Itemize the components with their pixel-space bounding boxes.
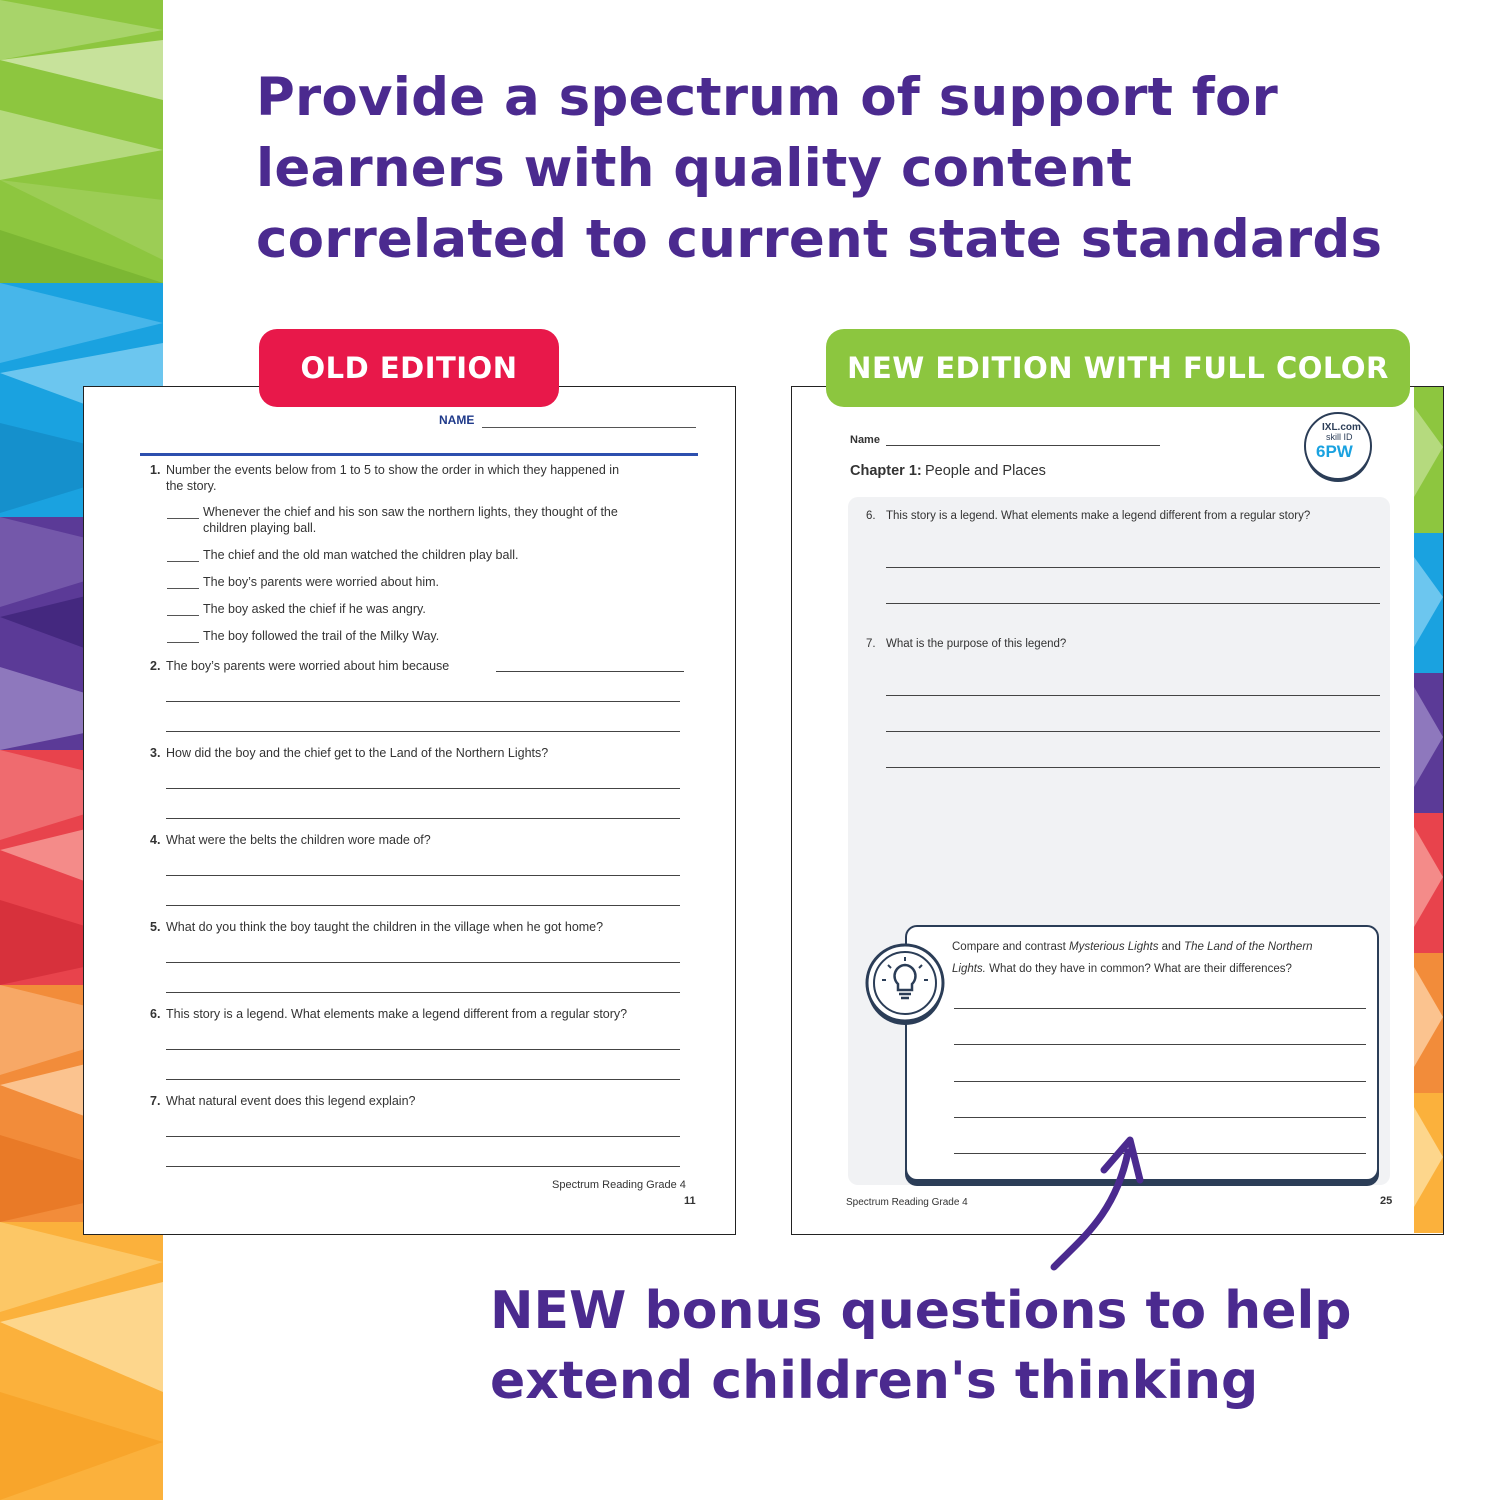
blank-line — [167, 518, 199, 519]
answer-line — [886, 567, 1380, 568]
q1-item: The boy asked the chief if he was angry. — [203, 602, 426, 616]
q1-text-cont: the story. — [166, 479, 217, 493]
chapter-label: Chapter 1: — [850, 463, 922, 479]
answer-line — [954, 1081, 1366, 1082]
yellow-band — [0, 1222, 163, 1500]
q1-text: Number the events below from 1 to 5 to show the order in which they happened in — [166, 463, 620, 477]
bonus-question-text — [952, 936, 1362, 980]
q1-number: 1. — [150, 463, 161, 477]
answer-line — [886, 603, 1380, 604]
ixl-skill-label: skill ID — [1326, 432, 1353, 442]
answer-line — [886, 695, 1380, 696]
bonus-text-part: What do they have in common? What are their differences? — [985, 963, 1292, 975]
bonus-text-part: Compare and contrast — [952, 941, 1069, 953]
header-rule — [140, 453, 698, 456]
q1-item: The chief and the old man watched the children play ball. — [203, 548, 519, 562]
page-footer: Spectrum Reading Grade 4 — [552, 1179, 686, 1191]
name-line — [886, 445, 1160, 446]
q7-number: 7. — [150, 1094, 161, 1108]
q6-number: 6. — [150, 1007, 161, 1021]
q7-text: What is the purpose of this legend? — [886, 638, 1067, 650]
lightbulb-icon — [864, 943, 946, 1025]
q1-item-cont: children playing ball. — [203, 521, 317, 535]
answer-line — [166, 962, 680, 963]
bonus-headline-line-1: NEW bonus questions to help — [490, 1281, 1352, 1341]
q2-text: The boy’s parents were worried about him because — [166, 659, 450, 673]
name-label: NAME — [439, 413, 475, 427]
answer-line — [166, 905, 680, 906]
q5-number: 5. — [150, 920, 161, 934]
bonus-title-2: The Land of the Northern — [1184, 941, 1313, 953]
green-band — [0, 0, 163, 283]
name-line — [482, 427, 696, 428]
q5-text: What do you think the boy taught the children in the village when he got home? — [166, 920, 604, 934]
answer-line — [166, 1136, 680, 1137]
q6-number: 6. — [866, 510, 876, 522]
headline-line-3: correlated to current state standards — [256, 209, 1383, 270]
page-number: 11 — [684, 1195, 696, 1207]
answer-line — [166, 788, 680, 789]
q7-number: 7. — [866, 638, 876, 650]
main-headline — [256, 62, 1383, 275]
blank-line — [167, 561, 199, 562]
answer-line — [954, 1117, 1366, 1118]
old-edition-tab: OLD EDITION — [259, 329, 559, 407]
q7-text: What natural event does this legend explain? — [166, 1094, 416, 1108]
pointer-arrow-icon — [1040, 1130, 1180, 1280]
bonus-text-part: and — [1158, 941, 1185, 953]
answer-line — [166, 1049, 680, 1050]
headline-line-1: Provide a spectrum of support for — [256, 67, 1279, 128]
answer-line — [954, 1044, 1366, 1045]
q3-number: 3. — [150, 746, 161, 760]
bonus-title-1: Mysterious Lights — [1068, 941, 1159, 953]
page-number: 25 — [1380, 1195, 1393, 1207]
answer-line — [886, 731, 1380, 732]
answer-line — [166, 992, 680, 993]
q1-item: Whenever the chief and his son saw the northern lights, they thought of the — [203, 505, 618, 519]
q1-item: The boy followed the trail of the Milky Way. — [203, 629, 440, 643]
name-label: Name — [850, 434, 880, 446]
q1-item: The boy’s parents were worried about him. — [203, 575, 439, 589]
answer-line — [166, 818, 680, 819]
answer-line — [954, 1008, 1366, 1009]
answer-line — [166, 701, 680, 702]
page-color-strip — [1414, 387, 1443, 1233]
bonus-headline — [490, 1276, 1390, 1416]
page-footer: Spectrum Reading Grade 4 — [846, 1197, 968, 1208]
q3-text: How did the boy and the chief get to the Land of the Northern Lights? — [166, 746, 549, 760]
answer-line — [496, 671, 684, 672]
ixl-url: IXL.com — [1322, 422, 1361, 433]
q4-text: What were the belts the children wore made of? — [166, 833, 431, 847]
answer-line — [886, 767, 1380, 768]
headline-line-2: learners with quality content — [256, 138, 1133, 199]
blank-line — [167, 588, 199, 589]
q4-number: 4. — [150, 833, 161, 847]
ixl-skill-badge — [1302, 411, 1374, 483]
answer-line — [166, 1166, 680, 1167]
bonus-headline-line-2: extend children's thinking — [490, 1351, 1259, 1411]
answer-line — [166, 1079, 680, 1080]
blank-line — [167, 615, 199, 616]
chapter-title: People and Places — [925, 463, 1046, 479]
answer-line — [166, 731, 680, 732]
new-edition-page — [791, 386, 1444, 1235]
bonus-title-2-cont: Lights. — [952, 963, 986, 975]
q2-number: 2. — [150, 659, 161, 673]
old-edition-page — [83, 386, 736, 1235]
q6-text: This story is a legend. What elements make a legend different from a regular story? — [166, 1007, 628, 1021]
blank-line — [167, 642, 199, 643]
new-edition-tab: NEW EDITION WITH FULL COLOR — [826, 329, 1410, 407]
answer-line — [166, 875, 680, 876]
q6-text: This story is a legend. What elements make a legend different from a regular story? — [886, 510, 1311, 522]
ixl-skill-code: 6PW — [1316, 442, 1353, 461]
